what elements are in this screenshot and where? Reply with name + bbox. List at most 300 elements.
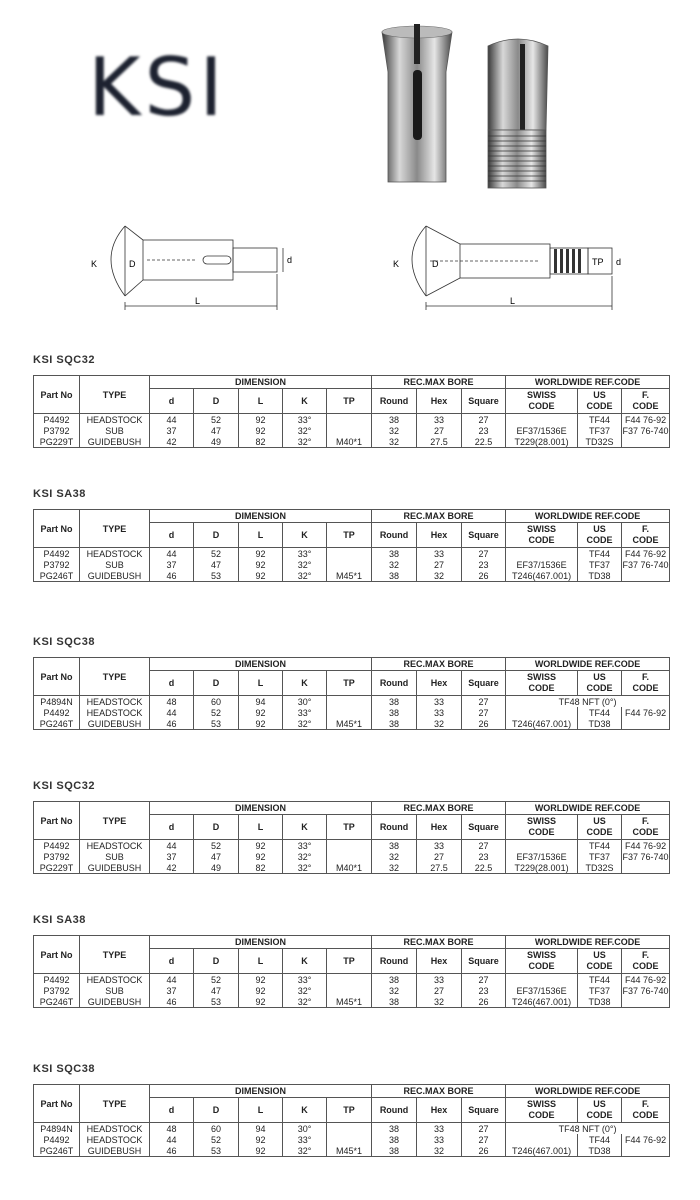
cell-L: 82: [239, 436, 283, 448]
header-round: Round: [372, 949, 417, 974]
cell-K: 32°: [283, 425, 327, 436]
header-hex: Hex: [417, 523, 462, 548]
cell-hex: 32: [417, 996, 462, 1008]
header-us-code: US CODE: [578, 671, 622, 696]
header-rec-max-bore: REC.MAX BORE: [372, 658, 506, 671]
cell-TP: [327, 840, 372, 852]
collet-diagram-headstock: [85, 218, 305, 318]
cell-us-code: TD32S: [578, 436, 622, 448]
table-row: [34, 436, 670, 448]
cell-K: 32°: [283, 570, 327, 582]
cell-us-code: TF37: [578, 425, 622, 436]
header-L: L: [239, 1098, 283, 1123]
cell-swiss-code: T229(28.001): [506, 862, 578, 874]
cell-K: 32°: [283, 851, 327, 862]
cell-type: GUIDEBUSH: [80, 436, 150, 448]
cell-part-no: P4492: [34, 1134, 80, 1145]
cell-swiss-code: [506, 974, 578, 986]
header-f-code: F. CODE: [622, 815, 670, 840]
cell-K: 33°: [283, 707, 327, 718]
cell-us-code: TF44: [578, 414, 622, 426]
cell-us-code: TF37: [578, 559, 622, 570]
cell-square: 27: [462, 414, 506, 426]
cell-K: 32°: [283, 996, 327, 1008]
header-D: D: [194, 1098, 239, 1123]
diagram-label-L-2: L: [510, 296, 516, 306]
cell-TP: [327, 414, 372, 426]
table-row: [34, 996, 670, 1008]
diagram-label-D: D: [129, 259, 136, 269]
table-row: [34, 840, 670, 852]
cell-type: GUIDEBUSH: [80, 570, 150, 582]
header-hex: Hex: [417, 949, 462, 974]
header-hex: Hex: [417, 671, 462, 696]
cell-type: GUIDEBUSH: [80, 996, 150, 1008]
cell-swiss-code: T246(467.001): [506, 570, 578, 582]
cell-f-code: [622, 1145, 670, 1157]
cell-round: 32: [372, 851, 417, 862]
cell-round: 32: [372, 985, 417, 996]
cell-part-no: PG246T: [34, 718, 80, 730]
table-row: [34, 1123, 670, 1135]
header-K: K: [283, 523, 327, 548]
header-d: d: [150, 815, 194, 840]
cell-part-no: PG246T: [34, 996, 80, 1008]
cell-L: 92: [239, 707, 283, 718]
table-row: [34, 974, 670, 986]
header-K: K: [283, 389, 327, 414]
header-swiss-code: SWISS CODE: [506, 949, 578, 974]
table-row: [34, 862, 670, 874]
spec-table: [33, 509, 670, 582]
header-worldwide-ref: WORLDWIDE REF.CODE: [506, 802, 670, 815]
header-hex: Hex: [417, 815, 462, 840]
cell-hex: 27.5: [417, 436, 462, 448]
header-TP: TP: [327, 815, 372, 840]
cell-part-no: P4894N: [34, 1123, 80, 1135]
cell-TP: [327, 707, 372, 718]
header-part-no: Part No: [34, 510, 80, 548]
cell-hex: 32: [417, 1145, 462, 1157]
table-row: [34, 985, 670, 996]
header-rec-max-bore: REC.MAX BORE: [372, 376, 506, 389]
cell-type: HEADSTOCK: [80, 414, 150, 426]
cell-part-no: PG246T: [34, 1145, 80, 1157]
spec-table: [33, 657, 670, 730]
table-row: [34, 851, 670, 862]
cell-TP: [327, 559, 372, 570]
header-us-code: US CODE: [578, 1098, 622, 1123]
cell-round: 38: [372, 1134, 417, 1145]
cell-us-code: TF44: [578, 707, 622, 718]
cell-L: 92: [239, 1134, 283, 1145]
cell-round: 38: [372, 718, 417, 730]
header-swiss-code: SWISS CODE: [506, 523, 578, 548]
header-square: Square: [462, 1098, 506, 1123]
cell-square: 27: [462, 974, 506, 986]
cell-square: 26: [462, 1145, 506, 1157]
diagram-label-D-2: D: [432, 259, 439, 269]
cell-round: 38: [372, 1145, 417, 1157]
cell-D: 52: [194, 414, 239, 426]
header-d: d: [150, 523, 194, 548]
cell-K: 33°: [283, 974, 327, 986]
cell-L: 92: [239, 851, 283, 862]
cell-L: 92: [239, 840, 283, 852]
cell-TP: [327, 425, 372, 436]
cell-D: 52: [194, 974, 239, 986]
header-rec-max-bore: REC.MAX BORE: [372, 1085, 506, 1098]
header-worldwide-ref: WORLDWIDE REF.CODE: [506, 376, 670, 389]
header-d: d: [150, 671, 194, 696]
cell-square: 27: [462, 1134, 506, 1145]
cell-round: 32: [372, 559, 417, 570]
cell-hex: 33: [417, 548, 462, 560]
header-D: D: [194, 523, 239, 548]
cell-type: GUIDEBUSH: [80, 1145, 150, 1157]
spec-table: [33, 801, 670, 874]
header-f-code: F. CODE: [622, 949, 670, 974]
cell-swiss-code: [506, 1134, 578, 1145]
cell-hex: 33: [417, 840, 462, 852]
cell-part-no: PG229T: [34, 436, 80, 448]
cell-f-code: F44 76-92: [622, 840, 670, 852]
header-worldwide-ref: WORLDWIDE REF.CODE: [506, 658, 670, 671]
cell-swiss-code: EF37/1536E: [506, 985, 578, 996]
cell-d: 46: [150, 718, 194, 730]
header-worldwide-ref: WORLDWIDE REF.CODE: [506, 510, 670, 523]
cell-d: 44: [150, 840, 194, 852]
cell-L: 92: [239, 1145, 283, 1157]
header-type: TYPE: [80, 936, 150, 974]
cell-type: HEADSTOCK: [80, 1123, 150, 1135]
header-dimension: DIMENSION: [150, 936, 372, 949]
cell-d: 44: [150, 974, 194, 986]
cell-hex: 27: [417, 425, 462, 436]
cell-D: 47: [194, 851, 239, 862]
header-L: L: [239, 389, 283, 414]
cell-d: 37: [150, 851, 194, 862]
cell-part-no: P4492: [34, 840, 80, 852]
cell-part-no: P3792: [34, 425, 80, 436]
header-TP: TP: [327, 389, 372, 414]
cell-swiss-code: T246(467.001): [506, 1145, 578, 1157]
header-part-no: Part No: [34, 802, 80, 840]
header-square: Square: [462, 815, 506, 840]
cell-f-code: F44 76-92: [622, 1134, 670, 1145]
cell-d: 44: [150, 1134, 194, 1145]
cell-part-no: P3792: [34, 559, 80, 570]
cell-L: 92: [239, 996, 283, 1008]
cell-round: 38: [372, 696, 417, 708]
cell-round: 38: [372, 996, 417, 1008]
cell-type: HEADSTOCK: [80, 696, 150, 708]
spec-table: [33, 375, 670, 448]
collet-photo-left: [382, 24, 452, 182]
cell-type: HEADSTOCK: [80, 974, 150, 986]
cell-square: 27: [462, 548, 506, 560]
cell-swiss-code: EF37/1536E: [506, 851, 578, 862]
cell-part-no: P4894N: [34, 696, 80, 708]
header-swiss-code: SWISS CODE: [506, 671, 578, 696]
cell-type: HEADSTOCK: [80, 707, 150, 718]
cell-swiss-code: EF37/1536E: [506, 559, 578, 570]
cell-f-code: [622, 570, 670, 582]
cell-f-code: F37 76-740: [622, 425, 669, 436]
cell-part-no: P4492: [34, 974, 80, 986]
cell-d: 44: [150, 707, 194, 718]
cell-hex: 27: [417, 985, 462, 996]
header-K: K: [283, 949, 327, 974]
header-type: TYPE: [80, 1085, 150, 1123]
header-D: D: [194, 815, 239, 840]
cell-swiss-code: T246(467.001): [506, 718, 578, 730]
cell-d: 42: [150, 862, 194, 874]
cell-L: 94: [239, 1123, 283, 1135]
cell-D: 49: [194, 862, 239, 874]
cell-K: 32°: [283, 985, 327, 996]
cell-us-code: TF44: [578, 1134, 622, 1145]
cell-us-code: TF44: [578, 974, 622, 986]
header-dimension: DIMENSION: [150, 658, 372, 671]
cell-L: 92: [239, 559, 283, 570]
cell-L: 92: [239, 425, 283, 436]
section-title: KSI SQC38: [33, 636, 95, 648]
cell-K: 32°: [283, 1145, 327, 1157]
header-square: Square: [462, 523, 506, 548]
table-row: [34, 696, 670, 708]
cell-f-code: F44 76-92: [622, 414, 670, 426]
cell-type: SUB: [80, 851, 150, 862]
header-round: Round: [372, 389, 417, 414]
diagram-label-k: K: [91, 259, 98, 269]
cell-f-code: F37 76-740: [622, 985, 669, 996]
cell-part-no: P4492: [34, 707, 80, 718]
cell-round: 38: [372, 707, 417, 718]
cell-swiss-code: [506, 707, 578, 718]
cell-f-code: [622, 996, 670, 1008]
cell-type: SUB: [80, 425, 150, 436]
header-K: K: [283, 1098, 327, 1123]
header-f-code: F. CODE: [622, 1098, 670, 1123]
header-round: Round: [372, 523, 417, 548]
cell-round: 32: [372, 436, 417, 448]
cell-hex: 27: [417, 851, 462, 862]
cell-type: HEADSTOCK: [80, 1134, 150, 1145]
cell-K: 32°: [283, 436, 327, 448]
header-f-code: F. CODE: [622, 671, 670, 696]
cell-D: 52: [194, 840, 239, 852]
cell-K: 32°: [283, 862, 327, 874]
cell-d: 44: [150, 414, 194, 426]
cell-square: 22.5: [462, 862, 506, 874]
cell-f-code: [622, 862, 670, 874]
cell-us-code: TD38: [578, 1145, 622, 1157]
section-title: KSI SA38: [33, 488, 86, 500]
cell-part-no: PG246T: [34, 570, 80, 582]
cell-part-no: P4492: [34, 548, 80, 560]
cell-type: GUIDEBUSH: [80, 862, 150, 874]
cell-L: 92: [239, 548, 283, 560]
cell-TP: M45*1: [327, 570, 372, 582]
header-rec-max-bore: REC.MAX BORE: [372, 936, 506, 949]
cell-L: 82: [239, 862, 283, 874]
cell-round: 32: [372, 862, 417, 874]
header-rec-max-bore: REC.MAX BORE: [372, 802, 506, 815]
collet-photos: [370, 10, 570, 200]
table-row: [34, 707, 670, 718]
cell-square: 23: [462, 425, 506, 436]
cell-d: 44: [150, 548, 194, 560]
cell-square: 26: [462, 996, 506, 1008]
cell-square: 26: [462, 570, 506, 582]
cell-swiss-code: [506, 548, 578, 560]
cell-square: 27: [462, 1123, 506, 1135]
cell-f-code: F44 76-92: [622, 974, 670, 986]
cell-round: 38: [372, 414, 417, 426]
cell-d: 37: [150, 425, 194, 436]
header-D: D: [194, 949, 239, 974]
cell-L: 92: [239, 985, 283, 996]
cell-square: 27: [462, 707, 506, 718]
header-K: K: [283, 671, 327, 696]
cell-D: 52: [194, 1134, 239, 1145]
cell-hex: 33: [417, 1134, 462, 1145]
header-worldwide-ref: WORLDWIDE REF.CODE: [506, 1085, 670, 1098]
table-row: [34, 1145, 670, 1157]
header-part-no: Part No: [34, 936, 80, 974]
cell-d: 37: [150, 559, 194, 570]
brand-logo: KSI: [88, 41, 227, 134]
cell-us-code: TD38: [578, 570, 622, 582]
header-dimension: DIMENSION: [150, 1085, 372, 1098]
cell-type: HEADSTOCK: [80, 548, 150, 560]
cell-part-no: PG229T: [34, 862, 80, 874]
cell-swiss-code: T229(28.001): [506, 436, 578, 448]
cell-square: 27: [462, 840, 506, 852]
cell-K: 33°: [283, 840, 327, 852]
header-square: Square: [462, 949, 506, 974]
cell-TP: M45*1: [327, 718, 372, 730]
table-row: [34, 425, 670, 436]
cell-hex: 32: [417, 718, 462, 730]
section-title: KSI SQC32: [33, 354, 95, 366]
cell-D: 47: [194, 425, 239, 436]
cell-round: 38: [372, 974, 417, 986]
cell-D: 47: [194, 559, 239, 570]
header-type: TYPE: [80, 376, 150, 414]
section-title: KSI SQC38: [33, 1063, 95, 1075]
cell-TP: [327, 548, 372, 560]
cell-square: 22.5: [462, 436, 506, 448]
cell-L: 92: [239, 718, 283, 730]
cell-square: 26: [462, 718, 506, 730]
header-TP: TP: [327, 1098, 372, 1123]
collet-photo-right: [488, 39, 548, 188]
cell-d: 48: [150, 696, 194, 708]
cell-TP: [327, 696, 372, 708]
cell-f-code: F37 76-740: [622, 851, 669, 862]
cell-d: 46: [150, 1145, 194, 1157]
cell-K: 30°: [283, 696, 327, 708]
cell-TP: M45*1: [327, 996, 372, 1008]
cell-f-code: [622, 718, 670, 730]
header-dimension: DIMENSION: [150, 376, 372, 389]
cell-d: 48: [150, 1123, 194, 1135]
cell-K: 32°: [283, 559, 327, 570]
cell-hex: 33: [417, 974, 462, 986]
header-dimension: DIMENSION: [150, 510, 372, 523]
cell-hex: 33: [417, 696, 462, 708]
cell-D: 53: [194, 996, 239, 1008]
cell-D: 60: [194, 696, 239, 708]
header-part-no: Part No: [34, 658, 80, 696]
header-swiss-code: SWISS CODE: [506, 815, 578, 840]
header-TP: TP: [327, 523, 372, 548]
section-title: KSI SA38: [33, 914, 86, 926]
cell-us-code: TF44: [578, 548, 622, 560]
cell-D: 49: [194, 436, 239, 448]
cell-D: 53: [194, 570, 239, 582]
header-TP: TP: [327, 949, 372, 974]
cell-square: 23: [462, 851, 506, 862]
cell-TP: M40*1: [327, 862, 372, 874]
header-hex: Hex: [417, 389, 462, 414]
cell-TP: [327, 985, 372, 996]
table-row: [34, 414, 670, 426]
cell-square: 23: [462, 559, 506, 570]
cell-TP: M40*1: [327, 436, 372, 448]
cell-us-code: TF37: [578, 851, 622, 862]
cell-hex: 33: [417, 414, 462, 426]
header-d: d: [150, 389, 194, 414]
cell-round: 32: [372, 425, 417, 436]
header-f-code: F. CODE: [622, 523, 670, 548]
cell-ref-code-merged: TF48 NFT (0°): [506, 696, 670, 708]
spec-table: [33, 935, 670, 1008]
cell-us-code: TD38: [578, 996, 622, 1008]
header-swiss-code: SWISS CODE: [506, 389, 578, 414]
cell-D: 52: [194, 707, 239, 718]
cell-part-no: P4492: [34, 414, 80, 426]
header-L: L: [239, 949, 283, 974]
header-round: Round: [372, 815, 417, 840]
cell-part-no: P3792: [34, 985, 80, 996]
cell-d: 46: [150, 570, 194, 582]
header-round: Round: [372, 1098, 417, 1123]
header-us-code: US CODE: [578, 523, 622, 548]
header-TP: TP: [327, 671, 372, 696]
header-square: Square: [462, 671, 506, 696]
collet-diagram-guidebush: [390, 218, 640, 318]
cell-type: SUB: [80, 559, 150, 570]
header-D: D: [194, 389, 239, 414]
header-K: K: [283, 815, 327, 840]
cell-D: 60: [194, 1123, 239, 1135]
cell-TP: [327, 1123, 372, 1135]
cell-swiss-code: [506, 414, 578, 426]
cell-us-code: TD32S: [578, 862, 622, 874]
cell-K: 30°: [283, 1123, 327, 1135]
cell-D: 53: [194, 718, 239, 730]
cell-round: 38: [372, 1123, 417, 1135]
cell-TP: M45*1: [327, 1145, 372, 1157]
spec-table: [33, 1084, 670, 1157]
header-d: d: [150, 949, 194, 974]
cell-type: HEADSTOCK: [80, 840, 150, 852]
cell-f-code: F44 76-92: [622, 707, 670, 718]
header-type: TYPE: [80, 658, 150, 696]
